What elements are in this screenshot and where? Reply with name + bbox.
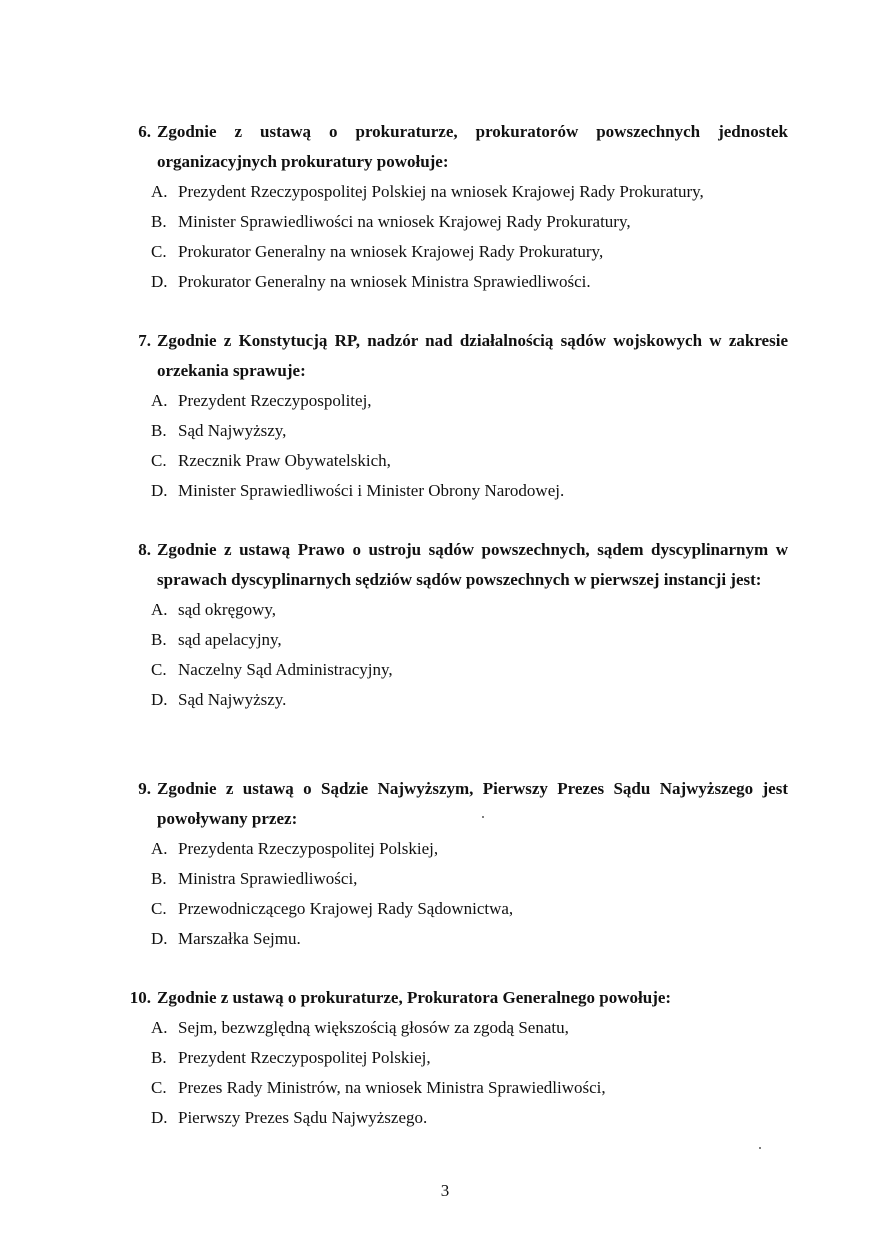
question-number: 9. [138, 779, 151, 798]
option-text: Ministra Sprawiedliwości, [178, 869, 358, 888]
answer-option-b [123, 864, 788, 894]
scan-speck [759, 1147, 761, 1149]
option-letter: D. [151, 1108, 168, 1127]
answer-option-c [123, 1073, 788, 1103]
option-text: Rzecznik Praw Obywatelskich, [178, 451, 391, 470]
option-text: sąd okręgowy, [178, 600, 277, 619]
answer-option-c [123, 894, 788, 924]
option-text: Sąd Najwyższy. [178, 690, 287, 709]
option-letter: B. [151, 1048, 167, 1067]
answer-option-d [123, 476, 788, 506]
question-text: Zgodnie z ustawą Prawo o ustroju sądów powszechnych, sądem dyscyplinarnym w sprawach dyscyplinarnych sędziów sądów powszechnych w pierwszej instancji jest: [157, 540, 788, 589]
answer-options [123, 595, 788, 715]
answer-option-a [123, 177, 788, 207]
option-text: Prezydent Rzeczypospolitej Polskiej na wniosek Krajowej Rady Prokuratury, [178, 182, 704, 201]
question-number: 6. [138, 122, 151, 141]
answer-options [123, 1013, 788, 1133]
question-text: Zgodnie z ustawą o prokuraturze, prokuratorów powszechnych jednostek organizacyjnych prokuratury powołuje: [157, 122, 788, 171]
answer-option-a [123, 834, 788, 864]
question-header [123, 535, 788, 595]
question-number: 8. [138, 540, 151, 559]
question-7 [123, 326, 788, 506]
option-letter: B. [151, 630, 167, 649]
answer-option-b [123, 625, 788, 655]
answer-options [123, 177, 788, 297]
question-header [123, 117, 788, 177]
question-text: Zgodnie z ustawą o Sądzie Najwyższym, Pierwszy Prezes Sądu Najwyższego jest powoływany przez: [157, 779, 788, 828]
option-letter: A. [151, 839, 168, 858]
answer-option-d [123, 1103, 788, 1133]
answer-option-c [123, 655, 788, 685]
answer-option-d [123, 267, 788, 297]
option-letter: A. [151, 1018, 168, 1037]
option-text: Prezydent Rzeczypospolitej Polskiej, [178, 1048, 431, 1067]
option-letter: B. [151, 421, 167, 440]
option-letter: D. [151, 272, 168, 291]
answer-option-b [123, 416, 788, 446]
option-letter: C. [151, 1078, 167, 1097]
option-letter: C. [151, 660, 167, 679]
question-header [123, 983, 788, 1013]
answer-option-c [123, 237, 788, 267]
question-10 [123, 983, 788, 1133]
option-text: Sąd Najwyższy, [178, 421, 287, 440]
page-number: 3 [440, 1181, 450, 1200]
answer-option-c [123, 446, 788, 476]
question-header [123, 326, 788, 386]
question-text: Zgodnie z Konstytucją RP, nadzór nad działalnością sądów wojskowych w zakresie orzekania sprawuje: [157, 331, 788, 380]
option-letter: C. [151, 451, 167, 470]
question-header [123, 774, 788, 834]
option-letter: D. [151, 481, 168, 500]
option-text: Minister Sprawiedliwości i Minister Obrony Narodowej. [178, 481, 565, 500]
question-6 [123, 117, 788, 297]
option-letter: D. [151, 929, 168, 948]
option-text: Sejm, bezwzględną większością głosów za zgodą Senatu, [178, 1018, 569, 1037]
answer-option-a [123, 595, 788, 625]
answer-option-a [123, 1013, 788, 1043]
option-text: Prezes Rady Ministrów, na wniosek Ministra Sprawiedliwości, [178, 1078, 606, 1097]
option-text: Przewodniczącego Krajowej Rady Sądownictwa, [178, 899, 514, 918]
option-text: sąd apelacyjny, [178, 630, 282, 649]
answer-options [123, 834, 788, 954]
option-letter: B. [151, 869, 167, 888]
option-text: Prokurator Generalny na wniosek Krajowej Rady Prokuratury, [178, 242, 604, 261]
scan-speck [482, 816, 484, 818]
question-9 [123, 774, 788, 954]
question-8 [123, 535, 788, 715]
answer-options [123, 386, 788, 506]
option-letter: D. [151, 690, 168, 709]
option-letter: A. [151, 600, 168, 619]
answer-option-d [123, 924, 788, 954]
option-letter: B. [151, 212, 167, 231]
question-text: Zgodnie z ustawą o prokuraturze, Prokuratora Generalnego powołuje: [157, 988, 672, 1007]
option-letter: A. [151, 182, 168, 201]
option-text: Pierwszy Prezes Sądu Najwyższego. [178, 1108, 428, 1127]
option-text: Prezydenta Rzeczypospolitej Polskiej, [178, 839, 439, 858]
answer-option-b [123, 207, 788, 237]
question-number: 10. [129, 988, 151, 1007]
option-text: Prokurator Generalny na wniosek Ministra Sprawiedliwości. [178, 272, 591, 291]
answer-option-b [123, 1043, 788, 1073]
option-letter: C. [151, 242, 167, 261]
option-letter: C. [151, 899, 167, 918]
answer-option-d [123, 685, 788, 715]
question-number: 7. [138, 331, 151, 350]
option-text: Marszałka Sejmu. [178, 929, 301, 948]
option-text: Naczelny Sąd Administracyjny, [178, 660, 393, 679]
option-text: Minister Sprawiedliwości na wniosek Krajowej Rady Prokuratury, [178, 212, 631, 231]
option-text: Prezydent Rzeczypospolitej, [178, 391, 372, 410]
option-letter: A. [151, 391, 168, 410]
answer-option-a [123, 386, 788, 416]
